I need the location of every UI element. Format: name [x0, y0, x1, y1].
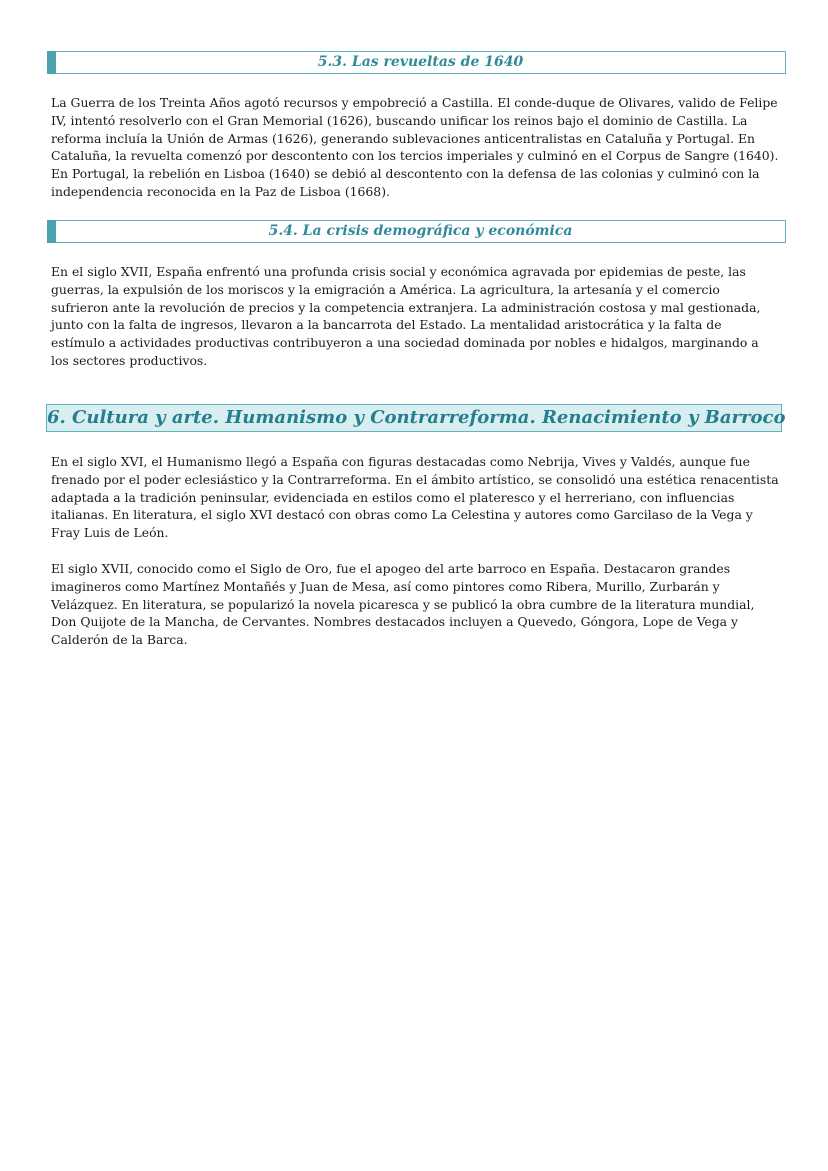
paragraph-siglo-de-oro: El siglo XVII, conocido como el Siglo de Oro, fue el apogeo del arte barroco en España. Destacaron grandes imagineros como Martínez Montañés y Juan de Mesa, así como pintores como Ribera, Murillo, Zurbarán y Velázquez. En literatura, se popularizó la novela picaresca y se publicó la obra cumbre de la literatura mundial, Don Quijote de la Mancha, de Cervantes. Nombres destacados incluyen a Quevedo, Góngora, Lope de Vega y Calderón de la Barca. [51, 561, 755, 648]
paragraph-revueltas: La Guerra de los Treinta Años agotó recursos y empobreció a Castilla. El conde-duque de Olivares, valido de Felipe IV, intentó resolverlo con el Gran Memorial (1626), buscando unificar los reinos bajo el dominio de Castilla. La reforma incluía la Unión de Armas (1626), generando sublevaciones anticentralistas en Cataluña y Portugal. En Cataluña, la revuelta comenzó por descontento con los tercios imperiales y culminó en el Corpus de Sangre (1640). En Portugal, la rebelión en Lisboa (1640) se debió al descontento con la defensa de las colonias y culminó con la independencia reconocida en la Paz de Lisboa (1668). [51, 95, 779, 199]
chapter-title: 6. Cultura y arte. Humanismo y Contrarreforma. Renacimiento y Barroco [47, 407, 786, 428]
heading-accent-bar [47, 220, 56, 243]
section-heading-5-4 [47, 220, 786, 243]
paragraph-humanismo: En el siglo XVI, el Humanismo llegó a España con figuras destacadas como Nebrija, Vives y Valdés, aunque fue frenado por el poder eclesiástico y la Contrarreforma. En el ámbito artístico, se consolidó una estética renacentista adaptada a la tradición peninsular, evidenciada en estilos como el plateresco y el herreriano, con influencias italianas. En literatura, el siglo XVI destacó con obras como La Celestina y autores como Garcilaso de la Vega y Fray Luis de León. [51, 454, 779, 541]
section-title: 5.3. Las revueltas de 1640 [317, 54, 524, 70]
section-title: 5.4. La crisis demográfica y económica [268, 223, 573, 239]
heading-accent-bar [47, 51, 56, 74]
chapter-heading-6 [46, 404, 786, 432]
paragraph-crisis: En el siglo XVII, España enfrentó una profunda crisis social y económica agravada por epidemias de peste, las guerras, la expulsión de los moriscos y la emigración a América. La agricultura, la artesanía y el comercio sufrieron ante la revolución de precios y la competencia extranjera. La administración costosa y mal gestionada, junto con la falta de ingresos, llevaron a la bancarrota del Estado. La mentalidad aristocrática y la falta de estímulo a actividades productivas contribuyeron a una sociedad dominada por nobles e hidalgos, marginando a los sectores productivos. [51, 264, 761, 368]
section-heading-5-3 [47, 51, 786, 74]
